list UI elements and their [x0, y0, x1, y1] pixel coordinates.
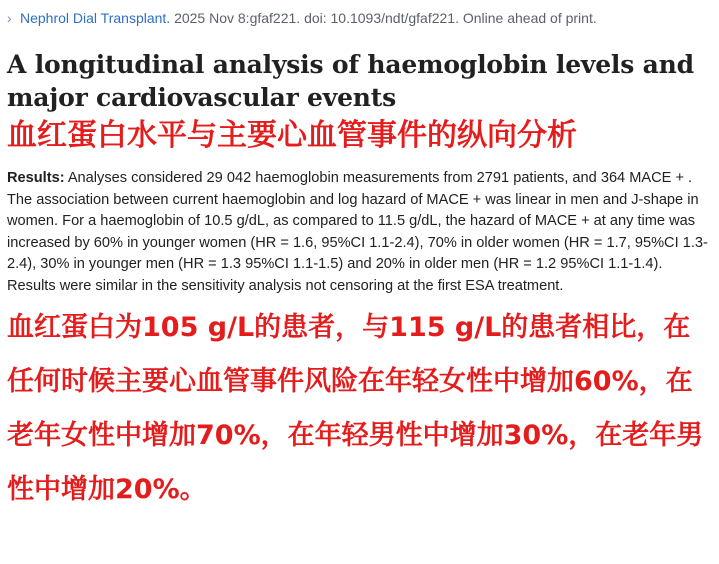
citation-details: 2025 Nov 8:gfaf221. doi: 10.1093/ndt/gfaf221. Online ahead of print. — [170, 10, 597, 26]
citation-line — [7, 8, 712, 30]
article-title-chinese: 血红蛋白水平与主要心血管事件的纵向分析 — [7, 118, 577, 153]
abstract-results — [7, 168, 712, 297]
chevron-right-icon: › — [7, 10, 12, 26]
chinese-annotation: 血红蛋白为105 g/L的患者，与115 g/L的患者相比，在任何时候主要心血管事件风险在年轻女性中增加60%，在老年女性中增加70%，在年轻男性中增加30%，在老年男性中增加20%。 — [7, 312, 704, 505]
article-title: A longitudinal analysis of haemoglobin levels and major cardiovascular events — [7, 50, 694, 112]
results-label: Results: — [7, 170, 65, 186]
results-text: Analyses considered 29 042 haemoglobin measurements from 2791 patients, and 364 MACE + . The association between current haemoglobin and log hazard of MACE + was linear in men and J-shape in women. For a haemoglobin of 10.5 g/dL, as compared to 11.5 g/dL, the hazard of MACE + at any time was increased by 60% in younger women (HR = 1.6, 95%CI 1.1-2.4), 70% in older women (HR = 1.7, 95%CI 1.3-2.4), 30% in younger men (HR = 1.3 95%CI 1.1-1.5) and 20% in older men (HR = 1.2 95%CI 1.1-1.4). Results were similar in the sensitivity analysis not censoring at the first ESA treatment. — [7, 170, 708, 294]
journal-link[interactable]: Nephrol Dial Transplant. — [20, 10, 171, 26]
